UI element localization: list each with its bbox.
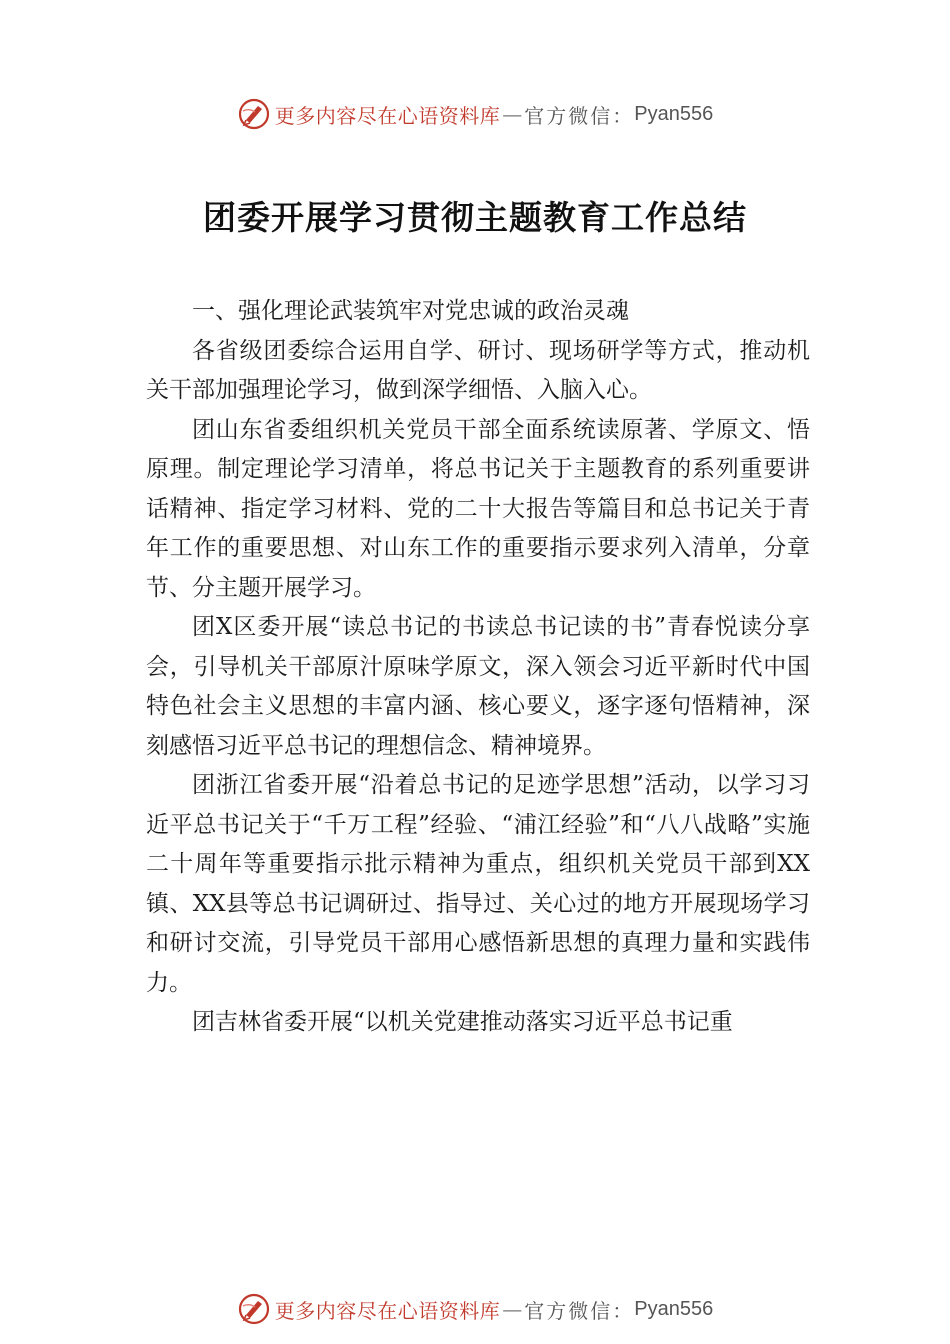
document-body — [146, 292, 810, 1043]
banner-dash: — — [502, 102, 523, 126]
banner-wechat-id: Pyan556 — [634, 1297, 714, 1320]
section-heading: 一、强化理论武装筑牢对党忠诚的政治灵魂 — [192, 298, 629, 324]
banner-brand-text: 更多内容尽在心语资料库 — [274, 103, 501, 128]
paragraph: 团X区委开展“读总书记的书读总书记读的书”青春悦读分享会，引导机关干部原汁原味学原文，深入领会习近平新时代中国特色社会主义思想的丰富内涵、核心要义，逐字逐句悟精神，深刻感悟习近平总书记的理想信念、精神境界。 — [146, 614, 810, 759]
banner-wechat-label: 官方微信： — [524, 1298, 635, 1323]
banner-dash: — — [502, 1297, 523, 1321]
banner-wechat-id: Pyan556 — [634, 102, 714, 125]
banner-wechat-label: 官方微信： — [524, 103, 635, 128]
paragraph: 各省级团委综合运用自学、研讨、现场研学等方式，推动机关干部加强理论学习，做到深学细悟、入脑入心。 — [146, 337, 810, 403]
pen-logo-icon — [237, 97, 271, 131]
header-watermark-banner — [0, 94, 950, 134]
banner-brand-text: 更多内容尽在心语资料库 — [274, 1298, 501, 1323]
paragraph: 团浙江省委开展“沿着总书记的足迹学思想”活动，以学习习近平总书记关于“千万工程”经验、“浦江经验”和“八八战略”实施二十周年等重要指示批示精神为重点，组织机关党员干部到XX镇、XX县等总书记调研过、指导过、关心过的地方开展现场学习和研讨交流，引导党员干部用心感悟新思想的真理力量和实践伟力。 — [146, 772, 810, 996]
paragraph: 团山东省委组织机关党员干部全面系统读原著、学原文、悟原理。制定理论学习清单，将总书记关于主题教育的系列重要讲话精神、指定学习材料、党的二十大报告等篇目和总书记关于青年工作的重要思想、对山东工作的重要指示要求列入清单，分章节、分主题开展学习。 — [146, 416, 810, 601]
document-title: 团委开展学习贯彻主题教育工作总结 — [203, 198, 747, 237]
footer-watermark-banner — [0, 1289, 950, 1329]
paragraph: 团吉林省委开展“以机关党建推动落实习近平总书记重 — [192, 1009, 733, 1035]
pen-logo-icon — [237, 1292, 271, 1326]
